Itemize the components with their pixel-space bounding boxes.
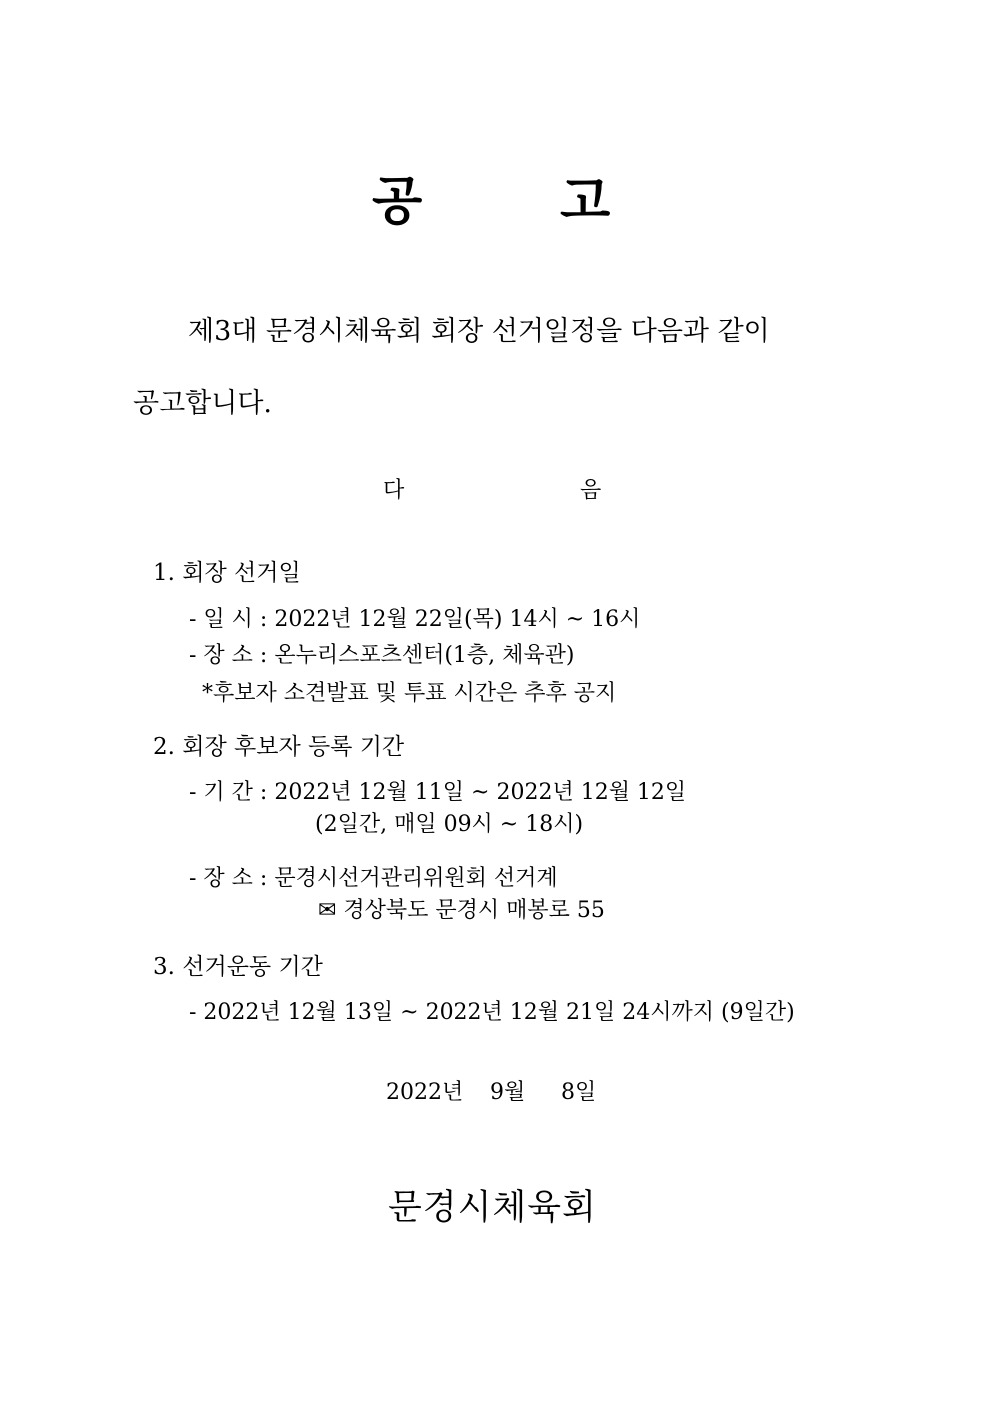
section-2-period: - 기 간 : 2022년 12월 11일 ~ 2022년 12월 12일 xyxy=(189,780,687,805)
date-day: 8일 xyxy=(561,1080,597,1105)
section-2-venue: - 장 소 : 문경시선거관리위원회 선거계 xyxy=(189,866,558,891)
intro-line-2: 공고합니다. xyxy=(133,388,272,419)
section-3-period: - 2022년 12월 13일 ~ 2022년 12월 21일 24시까지 (9일간) xyxy=(189,1000,795,1025)
title-char-1: 공 xyxy=(372,171,423,232)
section-1-note: *후보자 소견발표 및 투표 시간은 추후 공지 xyxy=(202,681,617,706)
heading-char-2: 음 xyxy=(580,478,602,503)
section-2-title: 2. 회장 후보자 등록 기간 xyxy=(153,734,405,760)
section-2-address: ✉ 경상북도 문경시 매봉로 55 xyxy=(318,898,605,923)
section-2-period-detail: (2일간, 매일 09시 ~ 18시) xyxy=(315,812,584,837)
organization-name: 문경시체육회 xyxy=(388,1188,597,1228)
date-year: 2022년 xyxy=(386,1080,464,1105)
section-1-title: 1. 회장 선거일 xyxy=(153,560,301,586)
intro-line-1: 제3대 문경시체육회 회장 선거일정을 다음과 같이 xyxy=(188,316,770,347)
title-char-2: 고 xyxy=(560,171,611,232)
section-1-datetime: - 일 시 : 2022년 12월 22일(목) 14시 ~ 16시 xyxy=(189,607,641,632)
date-month: 9월 xyxy=(490,1080,526,1105)
heading-char-1: 다 xyxy=(383,478,405,503)
section-3-title: 3. 선거운동 기간 xyxy=(153,954,323,980)
section-1-venue: - 장 소 : 온누리스포츠센터(1층, 체육관) xyxy=(189,643,575,668)
